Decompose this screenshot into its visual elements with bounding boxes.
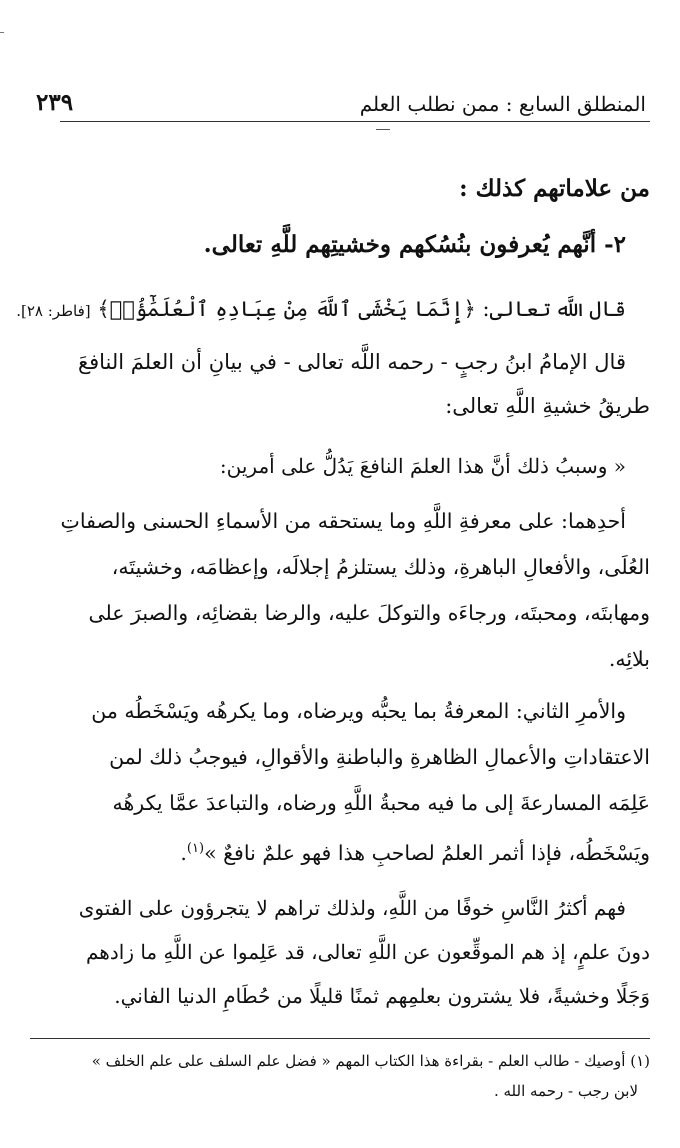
- first-matter-paragraph: [30, 498, 650, 682]
- footnote-marker: (١): [186, 841, 205, 856]
- quote-intro: « وسببُ ذلك أنَّ هذا العلمَ النافعَ يَدُلُّ على أمرين:: [219, 454, 626, 478]
- running-title: المنطلق السابع : ممن نطلب العلم: [359, 92, 646, 116]
- paragraph-line: والأمرِ الثاني: المعرفةُ بما يحبُّه ويرضاه، وما يكرهُه ويَسْخَطُه من: [91, 699, 626, 723]
- footnote-rule: [30, 1038, 650, 1039]
- header-mark: [376, 129, 390, 130]
- header-rule: [60, 121, 650, 122]
- verse-citation: [فاطر: ٢٨].: [16, 302, 91, 320]
- paragraph-line: ومهابتَه، ومحبتَه، ورجاءَه والتوكلَ عليه، والرضا بقضائِه، والصبرَ على: [88, 601, 650, 625]
- paragraph-line: دونَ علمٍ، إذ هم الموقِّعون عن اللَّهِ تعالى، قد عَلِموا عن اللَّهِ ما زادهم: [86, 940, 650, 964]
- paragraph-line: وَجَلًا وخشيةً، فلا يشترون بعلمِهم ثمنًا قليلًا من حُطَامِ الدنيا الفاني.: [114, 984, 650, 1008]
- page-header: [36, 80, 646, 116]
- second-matter-paragraph: والأمرِ الثاني: المعرفةُ بما يحبُّه ويرضاه، وما يكرهُه ويَسْخَطُه من الاعتقاداتِ والأعمالِ الظاهرةِ والباطنةِ والأقوالِ، فيوجبُ ذلك لمن عَلِمَه المسارعةَ إلى ما فيه محبةُ اللَّهِ ورضاه، والتباعدَ عمَّا يكرهُه ويَسْخَطُه، فإذا أثمر العلمُ لصاحبِ هذا فهو علمٌ نافعٌ »$^{(١)}$.: [30, 688, 650, 876]
- closing-paragraph: [30, 886, 650, 1018]
- quran-verse: ﴿إِنَّمَا يَخْشَى ٱللَّهَ مِنْ عِبَادِهِ ٱلْعُلَمَٰٓؤُا۟﴾: [97, 297, 476, 321]
- footnote-number: (١): [630, 1052, 650, 1070]
- point-two: ٢- أنَّهم يُعرفون بنُسُكهم وخشيتِهم للَّهِ تعالى.: [203, 231, 626, 258]
- paragraph-line: ويَسْخَطُه، فإذا أثمر العلمُ لصاحبِ هذا فهو علمٌ نافعٌ »: [204, 840, 650, 865]
- verse-intro: قال اللَّه تعالى:: [482, 297, 626, 321]
- paragraph-line: أحدِهما: على معرفةِ اللَّهِ وما يستحقه من الأسماءِ الحسنى والصفاتِ: [60, 509, 626, 533]
- paragraph-line: عَلِمَه المسارعةَ إلى ما فيه محبةُ اللَّهِ ورضاه، والتباعدَ عمَّا يكرهُه: [112, 791, 650, 815]
- section-subheading: من علاماتهم كذلك :: [459, 175, 650, 202]
- footnote-line: لابن رجب - رحمه الله .: [493, 1082, 638, 1100]
- paragraph-line: فهم أكثرُ النَّاسِ خوفًا من اللَّهِ، ولذلك تراهم لا يتجرؤون على الفتوى: [78, 896, 626, 920]
- footnote-line: أوصيك - طالب العلم - بقراءة هذا الكتاب المهم « فضل علم السلف على علم الخلف »: [91, 1052, 626, 1070]
- edge-mark: [0, 32, 4, 33]
- page-number: ٢٣٩: [36, 89, 74, 116]
- paragraph-line: الاعتقاداتِ والأعمالِ الظاهرةِ والباطنةِ والأقوالِ، فيوجبُ ذلك لمن: [109, 745, 650, 769]
- paragraph-line: العُلَى، والأفعالِ الباهرةِ، وذلك يستلزمُ إجلالَه، وإعظامَه، وخشيتَه،: [111, 555, 650, 579]
- paragraph-line: قال الإمامُ ابنُ رجبٍ - رحمه اللَّه تعالى - في بيانِ أن العلمَ النافعَ: [77, 350, 626, 374]
- verse-paragraph: [16, 288, 650, 332]
- footnote: [30, 1046, 650, 1106]
- ibn-rajab-paragraph: [30, 340, 650, 428]
- paragraph-line: طريقُ خشيةِ اللَّهِ تعالى:: [445, 394, 650, 418]
- paragraph-line: بلائِه.: [608, 647, 650, 671]
